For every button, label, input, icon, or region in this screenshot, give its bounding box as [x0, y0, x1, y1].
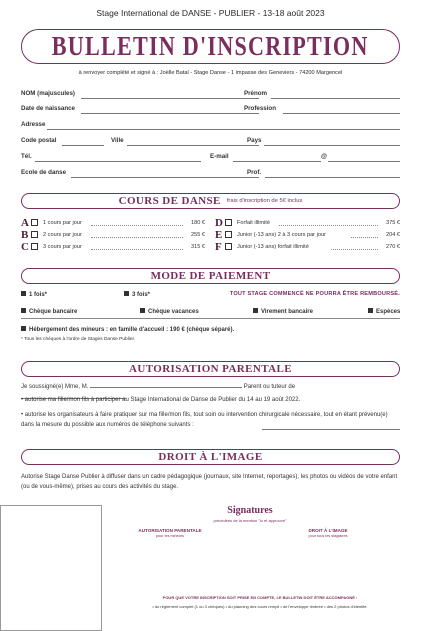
option-price: 180 €	[191, 219, 205, 226]
tel-label: Tél.	[21, 153, 32, 160]
method-label: Chèque vacances	[148, 309, 199, 315]
photo-box	[0, 505, 102, 631]
final-requirements-items: • du règlement complet (1 ou 3 chèques) • du planning des cours rempli • de l'enveloppe timbrée • des 2 photos d'identité.	[152, 604, 368, 609]
ecole-label: Ecole de danse	[21, 169, 67, 176]
pay-once-option[interactable]	[21, 291, 47, 298]
course-option-a[interactable]	[21, 219, 205, 229]
option-label: 2 cours par jour	[43, 231, 82, 238]
prenom-label: Prénom	[244, 90, 268, 97]
checkbox-1-fois[interactable]	[21, 291, 26, 296]
soussigne-field[interactable]	[90, 382, 242, 388]
signature-image-title: DROIT À L'IMAGE	[308, 528, 348, 533]
final-requirements-title: POUR QUE VOTRE INSCRIPTION SOIT PRISE EN COMPTE, LE BULLETIN DOIT ÊTRE ACCOMPAGNÉ :	[162, 595, 358, 600]
page-title: BULLETIN D'INSCRIPTION	[52, 31, 369, 61]
signature-parental-sub: pour les mineurs	[155, 534, 185, 538]
dotted-leader	[351, 237, 378, 238]
signature-parental-title: AUTORISATION PARENTALE	[138, 528, 202, 533]
method-cheque-bancaire[interactable]	[21, 308, 77, 315]
prenom-field[interactable]	[271, 98, 400, 99]
page-title-box	[21, 29, 400, 64]
event-line: Stage International de DANSE - PUBLIER - 13-18 août 2023	[96, 8, 325, 18]
droit-image-title: DROIT À L'IMAGE	[158, 451, 263, 463]
course-option-e[interactable]	[215, 231, 400, 241]
code-postal-field[interactable]	[62, 145, 104, 146]
nom-field[interactable]	[81, 98, 259, 99]
option-label: 3 cours par jour	[43, 243, 82, 250]
option-label: Forfait illimité	[237, 219, 270, 226]
option-letter: D	[215, 217, 223, 229]
dotted-leader	[91, 225, 183, 226]
checkbox-3-fois[interactable]	[124, 291, 129, 296]
method-label: Espèces	[376, 309, 401, 315]
cheques-note: * Tous les chèques à l'ordre de Stages Danse Publier.	[21, 337, 136, 342]
option-label: Junior (-13 ans) 2 à 3 cours par jour	[237, 231, 326, 238]
autorisation-section-header	[21, 361, 400, 377]
form-row-school	[21, 169, 400, 179]
dotted-leader	[279, 225, 378, 226]
option-letter: A	[21, 217, 29, 229]
tel-field[interactable]	[35, 161, 201, 162]
course-option-f[interactable]	[215, 243, 400, 253]
profession-label: Profession	[244, 105, 276, 112]
option-price: 375 €	[386, 219, 400, 226]
form-row-address	[21, 121, 400, 131]
return-address-note: à renvoyer complété et signé à : Joëlle Batal - Stage Danse - 1 impasse des Geneviers - 74200 Margencel	[78, 70, 343, 76]
autorisation-title: AUTORISATION PARENTALE	[129, 363, 292, 375]
method-cheque-vacances[interactable]	[140, 308, 199, 315]
divider	[21, 318, 400, 319]
autorisation-line-2: • autorise les organisateurs à faire pratiquer sur ma fille/mon fils, tout soin ou intervention chirurgicale nécessaire, tout en étant prévenu(e) dans la mesure du possible aux numéros de téléphone suivants :	[21, 412, 388, 428]
paiement-section-header	[21, 268, 400, 284]
cours-title: COURS DE DANSE	[118, 195, 221, 207]
option-label: Junior (-13 ans) forfait illimité	[237, 243, 309, 250]
cours-subtitle: frais d'inscription de 5€ inclus	[226, 198, 303, 204]
date-naissance-label: Date de naissance	[21, 105, 75, 112]
refund-notice: TOUT STAGE COMMENCÉ NE POURRA ÊTRE REMBOURSÉ.	[229, 291, 400, 297]
checkbox-b[interactable]	[31, 231, 38, 238]
method-label: Virement bancaire	[261, 309, 313, 315]
pay-three-label: 3 fois*	[132, 292, 151, 298]
hebergement-option[interactable]	[21, 326, 234, 333]
dotted-leader	[91, 249, 183, 250]
option-letter: E	[215, 229, 223, 241]
prof-label: Prof.	[247, 169, 262, 176]
method-especes[interactable]	[368, 308, 400, 315]
checkbox-virement[interactable]	[253, 308, 258, 313]
signature-image-sub: pour tous les stagiaires	[308, 534, 348, 538]
pays-label: Pays	[247, 137, 262, 144]
course-option-c[interactable]	[21, 243, 205, 253]
option-price: 315 €	[191, 243, 205, 250]
method-label: Chèque bancaire	[29, 309, 78, 315]
checkbox-especes[interactable]	[368, 308, 373, 313]
adresse-field[interactable]	[47, 129, 400, 130]
method-virement[interactable]	[253, 308, 313, 315]
checkbox-cheque-vacances[interactable]	[140, 308, 145, 313]
option-price: 204 €	[386, 231, 400, 238]
checkbox-a[interactable]	[31, 219, 38, 226]
checkbox-c[interactable]	[31, 243, 38, 250]
option-price: 270 €	[386, 243, 400, 250]
signature-parental[interactable]	[130, 528, 210, 538]
option-letter: B	[21, 229, 29, 241]
pay-three-option[interactable]	[124, 291, 150, 298]
form-row-city	[21, 137, 400, 147]
droit-image-text: Autorise Stage Danse Publier à diffuser dans un cadre pédagogique (journaux, site Internet, reportages), les photos ou vidéos de votre enfant (ou de vous-même), prises au cours des activités du stage.	[21, 474, 398, 490]
date-naissance-field[interactable]	[81, 113, 259, 114]
checkbox-e[interactable]	[225, 231, 232, 238]
checkbox-hebergement[interactable]	[21, 326, 26, 331]
soussigne-label: Je soussigné(e) Mme, M.	[21, 384, 89, 390]
cours-section-header	[21, 193, 400, 209]
droit-image-section-header	[21, 449, 400, 465]
prof-field[interactable]	[265, 177, 400, 178]
checkbox-f[interactable]	[225, 243, 232, 250]
course-option-b[interactable]	[21, 231, 205, 241]
adresse-label: Adresse	[21, 121, 46, 128]
checkbox-cheque-bancaire[interactable]	[21, 308, 26, 313]
ecole-field[interactable]	[71, 177, 259, 178]
pays-field[interactable]	[264, 145, 400, 146]
email-label: E-mail	[210, 153, 229, 160]
signature-image[interactable]	[288, 528, 368, 538]
ville-label: Ville	[111, 137, 124, 144]
email-domain-field[interactable]	[328, 161, 400, 162]
course-option-d[interactable]	[215, 219, 400, 229]
email-at-sign: @	[321, 153, 328, 160]
email-user-field[interactable]	[233, 161, 321, 162]
dotted-leader	[331, 249, 378, 250]
signatures-subtitle: précédées de la mention "lu et approuvé"	[213, 518, 287, 523]
ville-field[interactable]	[127, 145, 259, 146]
autorisation-line-1: • autorise ma fille/mon fils à participer au Stage International de Danse de Publier du 14 au 19 août 2022.	[21, 397, 301, 403]
nom-label: NOM (majuscules)	[21, 90, 75, 97]
option-label: 1 cours par jour	[43, 219, 82, 226]
parent-label: Parent ou tuteur de	[243, 384, 296, 390]
option-price: 255 €	[191, 231, 205, 238]
form-row-name	[21, 90, 400, 100]
hebergement-label: Hébergement des mineurs : en famille d'accueil : 190 € (chèque séparé).	[29, 327, 235, 333]
checkbox-d[interactable]	[225, 219, 232, 226]
signatures-title: Signatures	[227, 505, 273, 516]
code-postal-label: Code postal	[21, 137, 57, 144]
dotted-leader	[91, 237, 183, 238]
profession-field[interactable]	[283, 113, 400, 114]
phone-numbers-field[interactable]	[262, 429, 400, 430]
option-letter: F	[215, 241, 222, 253]
form-row-birth	[21, 105, 400, 115]
paiement-title: MODE DE PAIEMENT	[150, 270, 271, 282]
option-letter: C	[21, 241, 29, 253]
form-row-contact	[21, 153, 400, 163]
pay-once-label: 1 fois*	[29, 292, 48, 298]
